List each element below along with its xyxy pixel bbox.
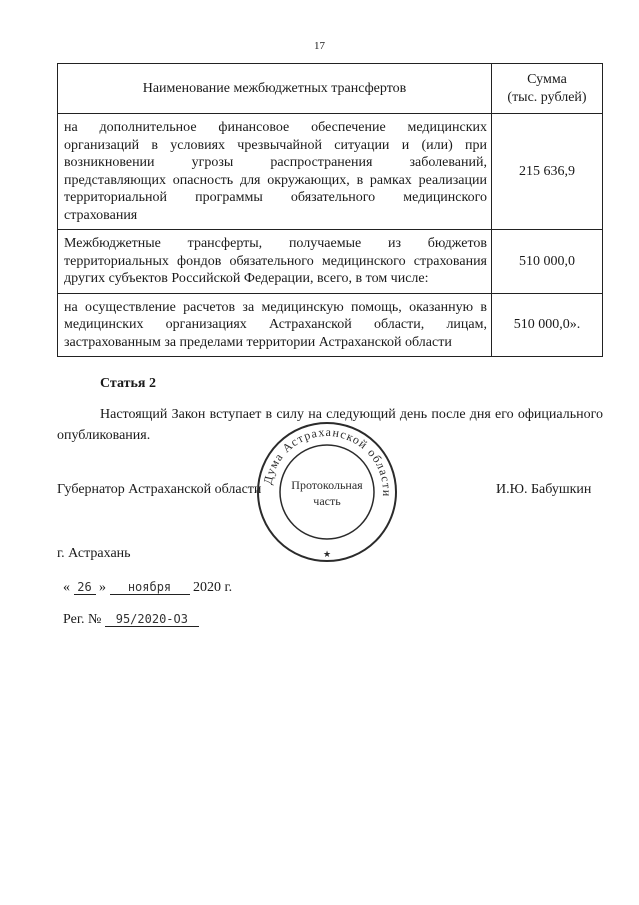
article-text: Настоящий Закон вступает в силу на следующий день после дня его официального опубликования. (57, 407, 603, 443)
table-row (58, 230, 603, 294)
table-row (58, 293, 603, 357)
article-heading: Статья 2 (100, 376, 156, 391)
date-day: 26 (74, 580, 96, 595)
date-close-quote: » (99, 580, 106, 595)
transfer-name-cell: на дополнительное финансовое обеспечение медицинских организаций в условиях чрезвычайной ситуации и (или) при возникновении угрозы распространения заболеваний, представляющих опасность для окружающих, в рамках реализации территориальной программы обязательного медицинского страхования (58, 114, 492, 230)
column-header-sum-line2: (тыс. рублей) (507, 89, 587, 105)
registration-number: 95/2020-ОЗ (105, 612, 199, 627)
registration-line (63, 612, 199, 628)
page-number: 17 (314, 40, 325, 52)
seal-stamp (255, 420, 399, 564)
seal-center-line2: часть (313, 494, 341, 508)
date-year: 2020 г. (193, 580, 233, 595)
table-header-row (58, 64, 603, 114)
transfers-table (57, 63, 603, 357)
transfer-sum-cell: 510 000,0». (492, 293, 603, 357)
date-open-quote: « (63, 580, 70, 595)
column-header-name: Наименование межбюджетных трансфертов (58, 64, 492, 114)
column-header-sum (492, 64, 603, 114)
date-month: ноября (110, 580, 190, 595)
seal-center-line1: Протокольная (291, 478, 363, 492)
registration-label: Рег. № (63, 612, 102, 627)
transfer-name-cell: Межбюджетные трансферты, получаемые из бюджетов территориальных фондов обязательного медицинского страхования других субъектов Российской Федерации, всего, в том числе: (58, 230, 492, 294)
signing-date (63, 580, 232, 596)
signatory-name: И.Ю. Бабушкин (496, 482, 592, 497)
seal-star-icon: ★ (322, 549, 332, 559)
signatory-position: Губернатор Астраханской области (57, 482, 262, 497)
city: г. Астрахань (57, 546, 131, 561)
transfer-name-cell: на осуществление расчетов за медицинскую помощь, оказанную в медицинских организациях Астраханской области, лицам, застрахованным за пределами территории Астраханской области (58, 293, 492, 357)
seal-ring-text: Дума Астраханской области (260, 424, 395, 498)
transfer-sum-cell: 215 636,9 (492, 114, 603, 230)
table-row (58, 114, 603, 230)
column-header-sum-line1: Сумма (527, 72, 567, 87)
transfer-sum-cell: 510 000,0 (492, 230, 603, 294)
